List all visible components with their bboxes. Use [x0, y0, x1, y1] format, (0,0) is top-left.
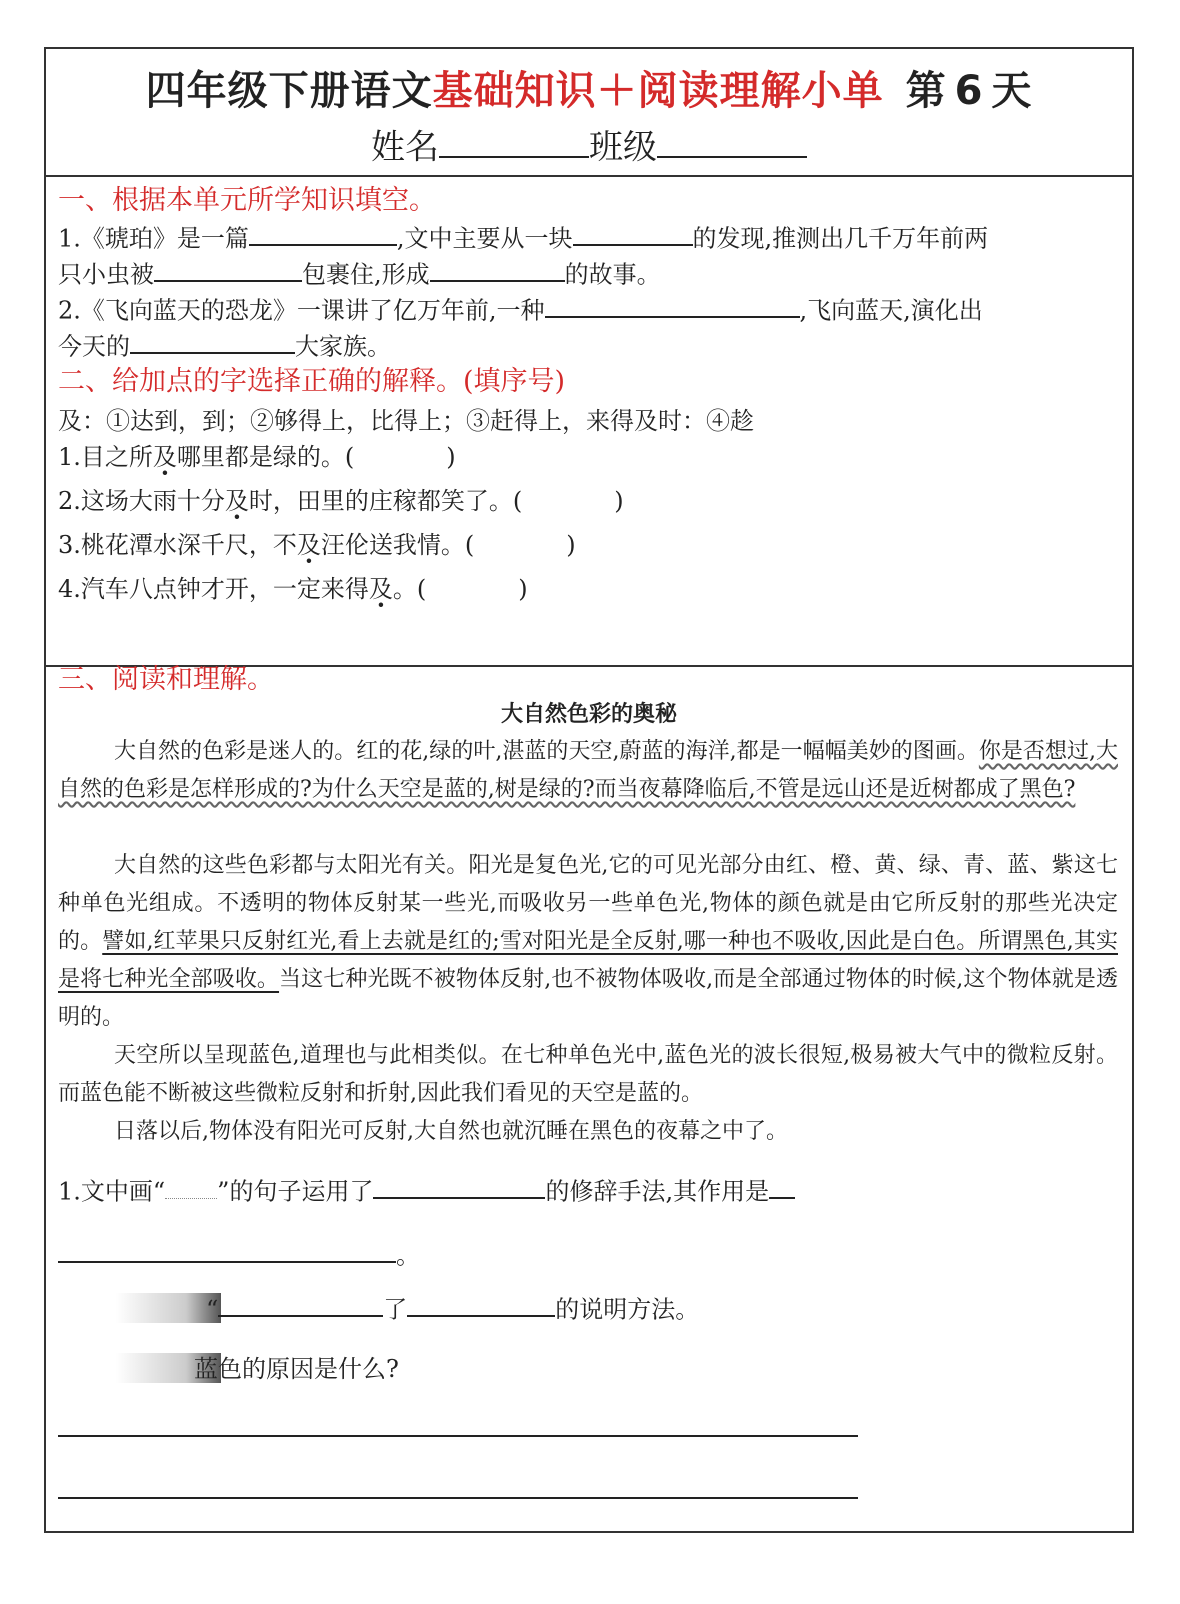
question-text: 的说明方法。: [555, 1295, 700, 1324]
question-text: “: [206, 1295, 219, 1324]
page-title: [46, 59, 1132, 116]
question-text: 3.桃花潭水深千尺，不: [58, 531, 297, 559]
reading-question: [58, 1171, 795, 1206]
definition-line: 及：①达到，到；②够得上，比得上；③赶得上，来得及时：④趁: [58, 407, 754, 435]
answer-blank[interactable]: [249, 218, 397, 246]
choice-question: [58, 525, 576, 560]
title-part: 第: [905, 68, 947, 114]
choice-question: [58, 569, 528, 604]
passage-title: 大自然色彩的奥秘: [500, 701, 677, 727]
answer-line[interactable]: [58, 1435, 858, 1437]
paren-close: ): [446, 443, 456, 471]
answer-blank[interactable]: [58, 1235, 396, 1263]
question-text: ,飞向蓝天,演化出: [799, 296, 983, 325]
choice-question: [58, 437, 456, 472]
reading-question: 蓝色的原因是什么?: [194, 1355, 399, 1383]
title-part: 四年级下册语文: [145, 68, 433, 114]
answer-blank[interactable]: [545, 290, 800, 318]
wavy-sample: [165, 1198, 217, 1199]
answer-blank[interactable]: [154, 254, 302, 282]
passage-paragraph: 天空所以呈现蓝色,道理也与此相类似。在七种单色光中,蓝色光的波长很短,极易被大气中的微粒反射。而蓝色能不断被这些微粒反射和折射,因此我们看见的天空是蓝的。: [58, 1043, 1118, 1106]
class-field[interactable]: [657, 119, 807, 158]
question-text: 哪里都是绿的。(: [176, 443, 355, 471]
question-text: 汪伦送我情。(: [320, 531, 475, 559]
question-text: 。(: [392, 575, 427, 603]
question-text: 1.《琥珀》是一篇: [58, 224, 249, 253]
passage-paragraph: [58, 733, 1118, 809]
dotted-char: 及: [368, 575, 393, 603]
name-class-row: [46, 119, 1132, 168]
question-text: 的发现,推测出几千万年前两: [692, 224, 989, 253]
question-text: 4.汽车八点钟才开，一定来得: [58, 575, 369, 603]
answer-blank[interactable]: [407, 1289, 555, 1317]
passage-text: 当这七种光既不被物体反射,也不被物体吸收,而是全部通过物体的时候,这个物体就是透明的。: [58, 967, 1118, 1030]
passage-paragraph: 日落以后,物体没有阳光可反射,大自然也就沉睡在黑色的夜幕之中了。: [114, 1119, 788, 1144]
reading-question: [58, 1235, 420, 1270]
paren-close: ): [614, 487, 624, 515]
title-highlight: 基础知识＋阅读理解小单: [432, 68, 884, 114]
answer-blank[interactable]: [373, 1171, 545, 1199]
question-text: 2.这场大雨十分: [58, 487, 225, 515]
header: [46, 49, 1132, 177]
question-text: 包裹住,形成: [302, 260, 430, 289]
title-part: 天: [991, 68, 1033, 114]
question-line: [58, 254, 661, 289]
question-text: 的修辞手法,其作用是: [545, 1177, 770, 1206]
question-line: [58, 290, 983, 325]
question-text: 2.《飞向蓝天的恐龙》一课讲了亿万年前,一种: [58, 296, 545, 325]
question-text: 时，田里的庄稼都笑了。(: [248, 487, 523, 515]
dotted-char: 及: [152, 443, 177, 471]
class-label: 班级: [589, 127, 657, 168]
answer-blank[interactable]: [218, 1289, 383, 1317]
name-field[interactable]: [439, 119, 589, 158]
question-text: 。: [396, 1241, 420, 1270]
question-text: 只小虫被: [58, 260, 154, 289]
question-text: ,文中主要从一块: [396, 224, 573, 253]
question-line: [58, 218, 988, 253]
question-text: 的故事。: [564, 260, 661, 289]
paren-close: ): [566, 531, 576, 559]
question-text: 今天的: [58, 332, 130, 361]
answer-blank[interactable]: [769, 1171, 795, 1199]
dotted-char: 及: [224, 487, 249, 515]
choice-question: [58, 481, 624, 516]
question-text: 了: [383, 1295, 408, 1324]
question-text: 大家族。: [295, 332, 391, 361]
question-text: 1.文中画“: [58, 1177, 166, 1206]
question-text: ”的句子运用了: [217, 1177, 374, 1206]
question-line: [58, 326, 391, 361]
wavy-underlined-text: 你是否想过,大自然的色彩是怎样形成的?为什么天空是蓝的,树是绿的?而当夜幕降临后,不管是远山还是近树都成了黑色?: [58, 739, 1118, 802]
name-label: 姓名: [371, 127, 439, 168]
obscured-area: [46, 1293, 221, 1323]
underlined-text: 譬如,红苹果只反射红光,看上去就是红的;雪对阳光是全反射,哪一种也不吸收,因此是白色。所谓黑色,其实是将七种光全部吸收。: [58, 929, 1118, 992]
section-heading: 三、阅读和理解。: [58, 664, 274, 695]
answer-blank[interactable]: [430, 254, 565, 282]
section-heading: 一、根据本单元所学知识填空。: [58, 185, 436, 216]
worksheet: [44, 47, 1134, 1533]
dotted-char: 及: [296, 531, 321, 559]
section-heading: 二、给加点的字选择正确的解释。(填序号): [58, 366, 566, 397]
question-text: 1.目之所: [58, 443, 153, 471]
day-number: 6: [954, 68, 984, 114]
passage-paragraph: [58, 847, 1118, 1037]
answer-blank[interactable]: [130, 326, 295, 354]
paren-close: ): [518, 575, 528, 603]
passage-text: 大自然的这些色彩都与太阳光有关。阳光是复色光,它的可见光部分由红、橙、黄、绿、青、蓝、紫这七种单色光组成。不透明的物体反射某一些光,而吸收另一些单色光,物体的颜色就是由它所反射的那些光决定的。: [58, 853, 1118, 954]
section-reading: [46, 664, 1132, 1533]
answer-blank[interactable]: [573, 218, 693, 246]
answer-line[interactable]: [58, 1497, 858, 1499]
section-fill-in: [46, 175, 1132, 667]
reading-question: [206, 1289, 699, 1324]
passage-text: 大自然的色彩是迷人的。红的花,绿的叶,湛蓝的天空,蔚蓝的海洋,都是一幅幅美妙的图画。: [114, 739, 979, 764]
